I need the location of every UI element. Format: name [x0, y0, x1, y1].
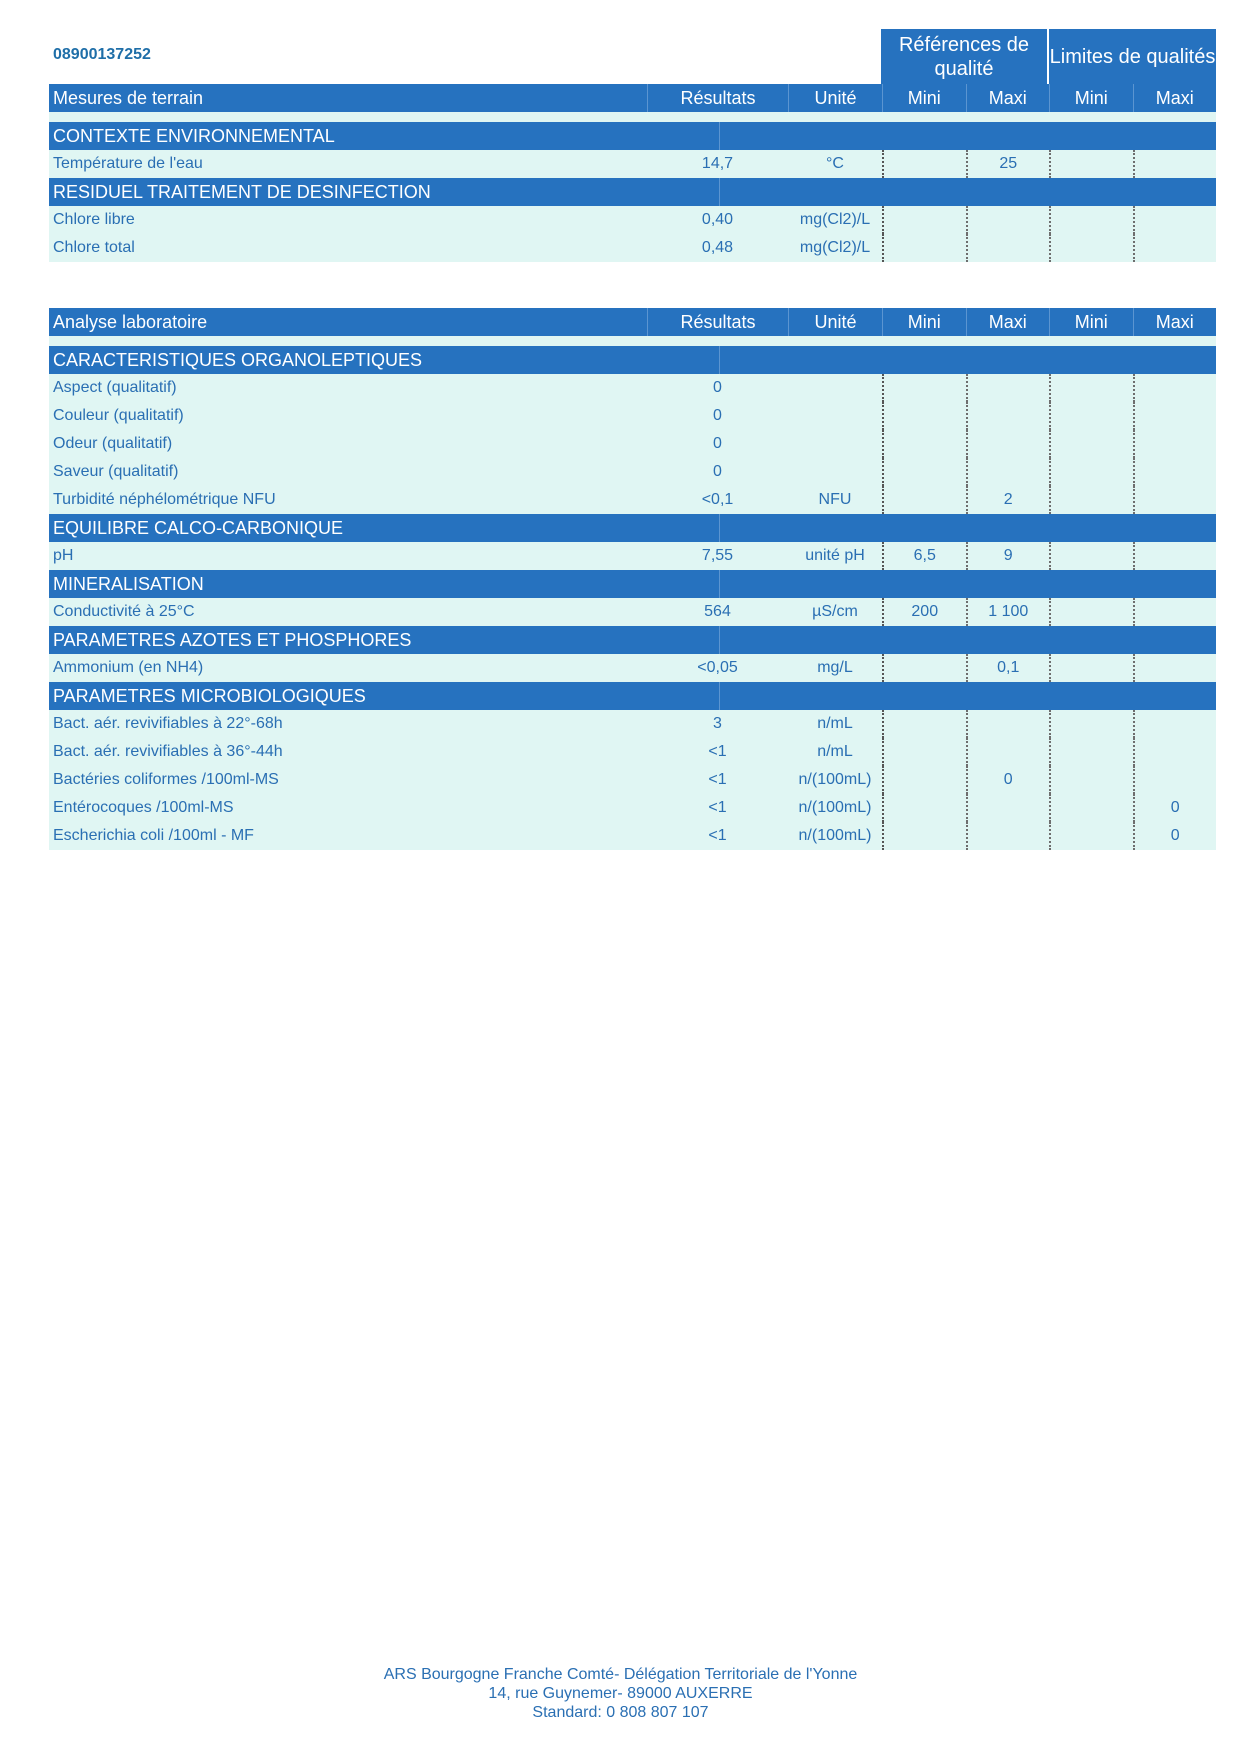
cell-mini2 — [1049, 598, 1133, 626]
table-header-row — [49, 84, 1216, 112]
section-fill — [719, 514, 1216, 542]
header-spacer — [49, 112, 1216, 122]
cell-mini1: 200 — [882, 598, 966, 626]
cell-name: Chlore libre — [53, 211, 135, 228]
cell-result: <1 — [708, 743, 727, 760]
cell-name: Odeur (qualitatif) — [53, 435, 173, 452]
cell-name: Entérocoques /100ml-MS — [53, 799, 234, 816]
cell-unit: n/mL — [817, 743, 853, 760]
cell-result: 564 — [704, 603, 731, 620]
cell-mini1: 6,5 — [882, 542, 966, 570]
cell-maxi2: 0 — [1133, 794, 1217, 822]
table-row — [49, 794, 1216, 822]
cell-maxi1: 25 — [966, 150, 1050, 178]
cell-mini1 — [882, 654, 966, 682]
table-row — [49, 150, 1216, 178]
lab-analysis-table — [49, 308, 1216, 850]
footer — [0, 1665, 1241, 1722]
cell-maxi1 — [966, 822, 1050, 850]
section-fill — [719, 122, 1216, 150]
section-title: CARACTERISTIQUES ORGANOLEPTIQUES — [53, 349, 423, 370]
cell-maxi2 — [1133, 598, 1217, 626]
section-title: PARAMETRES AZOTES ET PHOSPHORES — [53, 629, 412, 650]
cell-result: 0,40 — [701, 211, 734, 228]
cell-unit: n/(100mL) — [798, 799, 872, 816]
section-fill — [719, 346, 1216, 374]
cell-name: pH — [53, 547, 74, 564]
section-title: MINERALISATION — [53, 573, 204, 594]
cell-maxi2 — [1133, 206, 1217, 234]
cell-result: 0,48 — [701, 239, 734, 256]
cell-unit: mg(Cl2)/L — [799, 211, 871, 228]
table-row — [49, 458, 1216, 486]
cell-maxi1: 1 100 — [966, 598, 1050, 626]
document-id: 08900137252 — [53, 46, 151, 63]
cell-mini2 — [1049, 822, 1133, 850]
column-header-maxi2: Maxi — [1133, 308, 1217, 336]
section-title: PARAMETRES MICROBIOLOGIQUES — [53, 685, 366, 706]
cell-result: <1 — [708, 799, 727, 816]
column-header-unit: Unité — [788, 84, 882, 112]
cell-result: 0 — [713, 379, 722, 396]
cell-mini2 — [1049, 150, 1133, 178]
table-row — [49, 234, 1216, 262]
cell-unit: mg(Cl2)/L — [799, 239, 871, 256]
cell-result: 0 — [713, 435, 722, 452]
cell-unit: n/(100mL) — [798, 771, 872, 788]
column-header-name: Analyse laboratoire — [53, 311, 208, 332]
column-header-result: Résultats — [647, 84, 788, 112]
column-header-maxi1: Maxi — [966, 84, 1050, 112]
cell-mini2 — [1049, 710, 1133, 738]
cell-name: Saveur (qualitatif) — [53, 463, 179, 480]
cell-mini1 — [882, 458, 966, 486]
cell-mini1 — [882, 374, 966, 402]
cell-unit — [788, 458, 882, 486]
table-row — [49, 374, 1216, 402]
cell-mini2 — [1049, 374, 1133, 402]
table-row — [49, 822, 1216, 850]
section-header — [49, 570, 1216, 598]
column-header-maxi1: Maxi — [966, 308, 1050, 336]
cell-mini2 — [1049, 402, 1133, 430]
cell-maxi1 — [966, 738, 1050, 766]
section-fill — [719, 682, 1216, 710]
section-title: RESIDUEL TRAITEMENT DE DESINFECTION — [53, 181, 431, 202]
cell-mini1 — [882, 794, 966, 822]
table-row — [49, 710, 1216, 738]
cell-maxi1 — [966, 402, 1050, 430]
table-row — [49, 402, 1216, 430]
column-header-mini1: Mini — [882, 308, 966, 336]
cell-name: Bact. aér. revivifiables à 22°-68h — [53, 715, 283, 732]
cell-unit: n/(100mL) — [798, 827, 872, 844]
table-header-row — [49, 308, 1216, 336]
cell-name: Bactéries coliformes /100ml-MS — [53, 771, 279, 788]
cell-unit — [788, 430, 882, 458]
cell-name: Température de l'eau — [53, 155, 203, 172]
cell-mini1 — [882, 402, 966, 430]
cell-mini2 — [1049, 486, 1133, 514]
cell-mini1 — [882, 430, 966, 458]
cell-maxi2 — [1133, 430, 1217, 458]
cell-mini2 — [1049, 738, 1133, 766]
section-header — [49, 514, 1216, 542]
cell-mini1 — [882, 486, 966, 514]
table-row — [49, 430, 1216, 458]
cell-name: Aspect (qualitatif) — [53, 379, 177, 396]
cell-name: Turbidité néphélométrique NFU — [53, 491, 276, 508]
cell-maxi2 — [1133, 766, 1217, 794]
cell-mini1 — [882, 766, 966, 794]
cell-name: Couleur (qualitatif) — [53, 407, 184, 424]
cell-maxi1: 0,1 — [966, 654, 1050, 682]
cell-mini1 — [882, 206, 966, 234]
table-row — [49, 738, 1216, 766]
footer-line-1: ARS Bourgogne Franche Comté- Délégation Territoriale de l'Yonne — [383, 1666, 858, 1683]
cell-result: 0 — [713, 463, 722, 480]
cell-result: <0,1 — [701, 491, 734, 508]
section-fill — [719, 178, 1216, 206]
cell-maxi1 — [966, 374, 1050, 402]
column-header-maxi2: Maxi — [1133, 84, 1217, 112]
limits-header: Limites de qualités — [1049, 29, 1216, 84]
cell-unit — [788, 402, 882, 430]
cell-mini2 — [1049, 430, 1133, 458]
cell-result: <1 — [708, 827, 727, 844]
cell-mini2 — [1049, 766, 1133, 794]
cell-maxi2 — [1133, 150, 1217, 178]
table-row — [49, 206, 1216, 234]
cell-unit: mg/L — [817, 659, 853, 676]
cell-maxi1: 9 — [966, 542, 1050, 570]
section-header — [49, 682, 1216, 710]
column-header-name: Mesures de terrain — [53, 87, 204, 108]
cell-name: Chlore total — [53, 239, 135, 256]
table-row — [49, 766, 1216, 794]
footer-line-3: Standard: 0 808 807 107 — [532, 1704, 709, 1721]
cell-maxi2 — [1133, 542, 1217, 570]
cell-name: Bact. aér. revivifiables à 36°-44h — [53, 743, 283, 760]
cell-mini2 — [1049, 794, 1133, 822]
table-row — [49, 542, 1216, 570]
cell-maxi2: 0 — [1133, 822, 1217, 850]
cell-result: 3 — [713, 715, 722, 732]
cell-mini2 — [1049, 234, 1133, 262]
cell-mini1 — [882, 710, 966, 738]
cell-mini1 — [882, 822, 966, 850]
section-fill — [719, 626, 1216, 654]
cell-maxi2 — [1133, 738, 1217, 766]
references-header: Références de qualité — [881, 29, 1047, 84]
cell-result: 7,55 — [701, 547, 734, 564]
cell-maxi2 — [1133, 234, 1217, 262]
section-header — [49, 346, 1216, 374]
section-title: EQUILIBRE CALCO-CARBONIQUE — [53, 517, 344, 538]
cell-maxi2 — [1133, 486, 1217, 514]
cell-mini2 — [1049, 654, 1133, 682]
cell-maxi1 — [966, 710, 1050, 738]
column-header-result: Résultats — [647, 308, 788, 336]
cell-maxi1 — [966, 458, 1050, 486]
cell-name: Ammonium (en NH4) — [53, 659, 204, 676]
cell-mini1 — [882, 738, 966, 766]
column-header-mini2: Mini — [1049, 308, 1133, 336]
cell-name: Escherichia coli /100ml - MF — [53, 827, 254, 844]
cell-maxi1 — [966, 430, 1050, 458]
cell-maxi2 — [1133, 710, 1217, 738]
cell-mini2 — [1049, 206, 1133, 234]
table-row — [49, 486, 1216, 514]
cell-maxi2 — [1133, 402, 1217, 430]
cell-mini2 — [1049, 458, 1133, 486]
column-header-mini2: Mini — [1049, 84, 1133, 112]
cell-mini2 — [1049, 542, 1133, 570]
cell-unit: n/mL — [817, 715, 853, 732]
section-header — [49, 626, 1216, 654]
cell-result: 0 — [713, 407, 722, 424]
section-fill — [719, 570, 1216, 598]
section-header — [49, 122, 1216, 150]
cell-result: <0,05 — [697, 659, 738, 676]
column-header-unit: Unité — [788, 308, 882, 336]
cell-maxi2 — [1133, 458, 1217, 486]
footer-line-2: 14, rue Guynemer- 89000 AUXERRE — [488, 1685, 753, 1702]
cell-maxi1: 0 — [966, 766, 1050, 794]
table-row — [49, 654, 1216, 682]
cell-mini1 — [882, 150, 966, 178]
cell-maxi1 — [966, 794, 1050, 822]
cell-unit: °C — [826, 155, 844, 172]
header-spacer — [49, 336, 1216, 346]
section-title: CONTEXTE ENVIRONNEMENTAL — [53, 125, 335, 146]
cell-name: Conductivité à 25°C — [53, 603, 195, 620]
cell-maxi2 — [1133, 654, 1217, 682]
cell-mini1 — [882, 234, 966, 262]
cell-unit — [788, 374, 882, 402]
table-row — [49, 598, 1216, 626]
cell-result: 14,7 — [701, 155, 734, 172]
cell-result: <1 — [708, 771, 727, 788]
cell-maxi1: 2 — [966, 486, 1050, 514]
field-measures-table — [49, 84, 1216, 262]
column-header-mini1: Mini — [882, 84, 966, 112]
cell-maxi2 — [1133, 374, 1217, 402]
cell-unit: NFU — [818, 491, 852, 508]
cell-unit: µS/cm — [812, 603, 858, 620]
cell-maxi1 — [966, 234, 1050, 262]
cell-maxi1 — [966, 206, 1050, 234]
section-header — [49, 178, 1216, 206]
cell-unit: unité pH — [805, 547, 865, 564]
